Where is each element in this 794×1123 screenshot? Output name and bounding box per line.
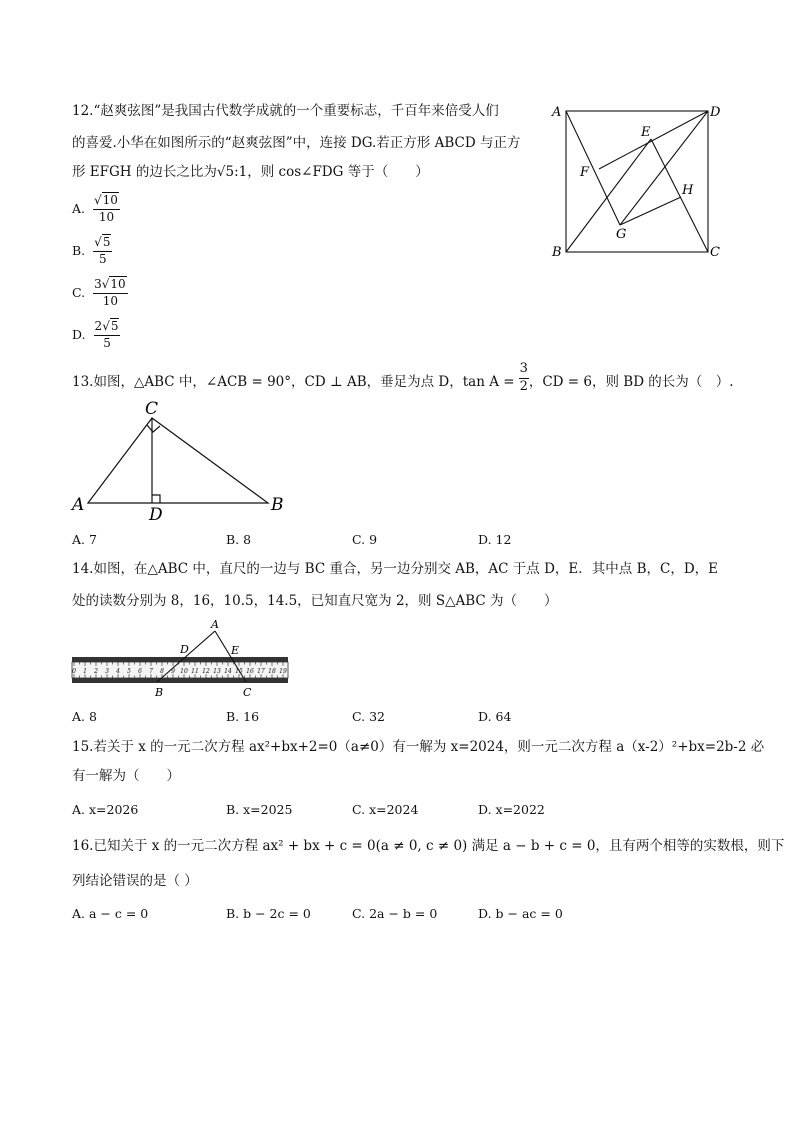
q13-option-b[interactable]: B. 8 — [226, 532, 252, 547]
q12-option-c[interactable] — [72, 278, 128, 309]
q13-text-b: ，CD = 6，则 BD 的长为（ ）. — [528, 373, 734, 390]
q14-option-b[interactable]: B. 16 — [226, 709, 260, 724]
label-a: A — [211, 618, 219, 631]
zhao-shuang-figure — [548, 100, 724, 262]
label-a: A — [72, 495, 85, 515]
coefficient: 3 — [94, 277, 102, 291]
q16-line1: 16.已知关于 x 的一元二次方程 ax² + bx + c = 0(a ≠ 0, c ≠ 0) 满足 a − b + c = 0，且有两个相等的实数根，则下 — [72, 838, 785, 854]
ruler-number: 6 — [138, 668, 142, 675]
q13-stem — [72, 361, 734, 395]
q16-option-a[interactable]: A. a − c = 0 — [72, 906, 149, 921]
q15-option-d[interactable]: D. x=2022 — [478, 802, 545, 817]
q12-line3-suffix: ，则 cos∠FDG 等于（ ） — [247, 164, 429, 180]
fraction: $\frac{√5}{5}$ — [94, 235, 111, 266]
ruler-bottom-edge — [72, 678, 288, 683]
denominator: 5 — [103, 335, 111, 350]
ruler-number: 12 — [202, 668, 210, 675]
q12-option-d[interactable] — [72, 320, 120, 351]
option-label: D. — [72, 326, 86, 342]
q16-line2: 列结论错误的是（ ） — [72, 873, 198, 889]
q14-option-c[interactable]: C. 32 — [352, 709, 385, 724]
q15-option-b[interactable]: B. x=2025 — [226, 802, 293, 817]
ruler-number: 13 — [213, 668, 221, 675]
ruler-number: 16 — [246, 668, 254, 675]
label-b: B — [552, 245, 562, 260]
denominator: 10 — [98, 209, 115, 224]
q12-line2: 的喜爱.小华在如图所示的“赵爽弦图”中，连接 DG.若正方形 ABCD 与正方 — [72, 135, 521, 151]
label-d: D — [710, 105, 721, 120]
ruler-number: 2 — [94, 668, 98, 675]
label-c: C — [243, 686, 252, 699]
tan-numerator: 3 — [519, 362, 529, 379]
ruler-number: 8 — [160, 668, 164, 675]
label-c: C — [710, 245, 720, 260]
q13-text-a: 13.如图，△ABC 中，∠ACB = 90°，CD ⊥ AB，垂足为点 D，tan A = — [72, 373, 515, 390]
denominator: 10 — [102, 293, 118, 308]
q15-line1: 15.若关于 x 的一元二次方程 ax²+bx+2=0（a≠0）有一解为 x=2024，则一元二次方程 a（x-2）²+bx=2b-2 必 — [72, 739, 765, 755]
ruler-triangle-figure — [70, 614, 292, 700]
ruler-number: 4 — [116, 668, 120, 675]
radicand: 10 — [102, 193, 118, 207]
q15-option-c[interactable]: C. x=2024 — [352, 802, 419, 817]
q13-option-c[interactable]: C. 9 — [352, 532, 378, 547]
label-b: B — [155, 686, 164, 699]
denominator: 5 — [98, 251, 107, 266]
radicand: 10 — [110, 277, 126, 291]
ruler-number: 3 — [105, 668, 109, 675]
q14-line1: 14.如图，在△ABC 中，直尺的一边与 BC 重合，另一边分别交 AB，AC 于点 D，E．其中点 B，C，D，E — [72, 561, 718, 577]
q16-option-d[interactable]: D. b − ac = 0 — [478, 906, 563, 921]
label-c: C — [145, 399, 159, 419]
tan-fraction — [519, 362, 529, 395]
q12-option-b[interactable] — [72, 236, 112, 267]
label-b: B — [271, 495, 284, 515]
radicand: 5 — [102, 235, 111, 249]
q16-option-c[interactable]: C. 2a − b = 0 — [352, 906, 438, 921]
q13-option-a[interactable]: A. 7 — [72, 532, 97, 547]
label-e: E — [641, 125, 651, 140]
option-label: C. — [72, 284, 86, 300]
ruler-number: 19 — [279, 668, 287, 675]
coefficient: 2 — [94, 319, 103, 333]
label-a: A — [552, 105, 562, 120]
label-e: E — [231, 644, 240, 657]
label-d: D — [149, 505, 163, 524]
ruler-number: 17 — [257, 668, 265, 675]
q12-line3-prefix: 形 EFGH 的边长之比为 — [72, 164, 217, 180]
ruler-number: 7 — [149, 668, 153, 675]
q12-ratio: √5:1 — [216, 164, 248, 180]
ruler-number: 11 — [191, 668, 199, 675]
q14-option-d[interactable]: D. 64 — [478, 709, 512, 724]
option-label: B. — [72, 242, 86, 258]
ruler-number: 1 — [83, 668, 87, 675]
ruler-number: 9 — [171, 668, 175, 675]
ruler-number: 5 — [127, 668, 131, 675]
q12-option-a[interactable] — [72, 194, 120, 225]
fraction: $\frac{3√10}{10}$ — [94, 277, 126, 308]
q16-option-b[interactable]: B. b − 2c = 0 — [226, 906, 311, 921]
radicand: 5 — [110, 319, 119, 333]
label-d: D — [180, 643, 189, 656]
q12-line1: 12.“赵爽弦图”是我国古代数学成就的一个重要标志，千百年来倍受人们 — [72, 103, 499, 119]
option-label: A. — [72, 200, 86, 216]
label-f: F — [580, 165, 590, 180]
q12-line3 — [72, 166, 429, 180]
q13-option-d[interactable]: D. 12 — [478, 532, 512, 547]
label-h: H — [682, 183, 694, 198]
ruler-number: 0 — [72, 668, 76, 675]
q14-line2: 处的读数分别为 8，16，10.5，14.5，已知直尺宽为 2，则 S△ABC 为（ ） — [72, 593, 558, 609]
q15-option-a[interactable]: A. x=2026 — [72, 802, 139, 817]
right-triangle-figure — [70, 396, 290, 524]
fraction: $\frac{√10}{10}$ — [94, 193, 118, 224]
ruler-number: 15 — [235, 668, 243, 675]
label-g: G — [616, 227, 627, 242]
ruler-number: 18 — [268, 668, 276, 675]
q14-option-a[interactable]: A. 8 — [72, 709, 97, 724]
tan-denominator: 2 — [519, 378, 528, 394]
ruler-number: 10 — [180, 668, 188, 675]
q15-line2: 有一解为（ ） — [72, 768, 180, 784]
ruler-number: 14 — [224, 668, 232, 675]
fraction: $\frac{2√5}{5}$ — [94, 319, 119, 350]
